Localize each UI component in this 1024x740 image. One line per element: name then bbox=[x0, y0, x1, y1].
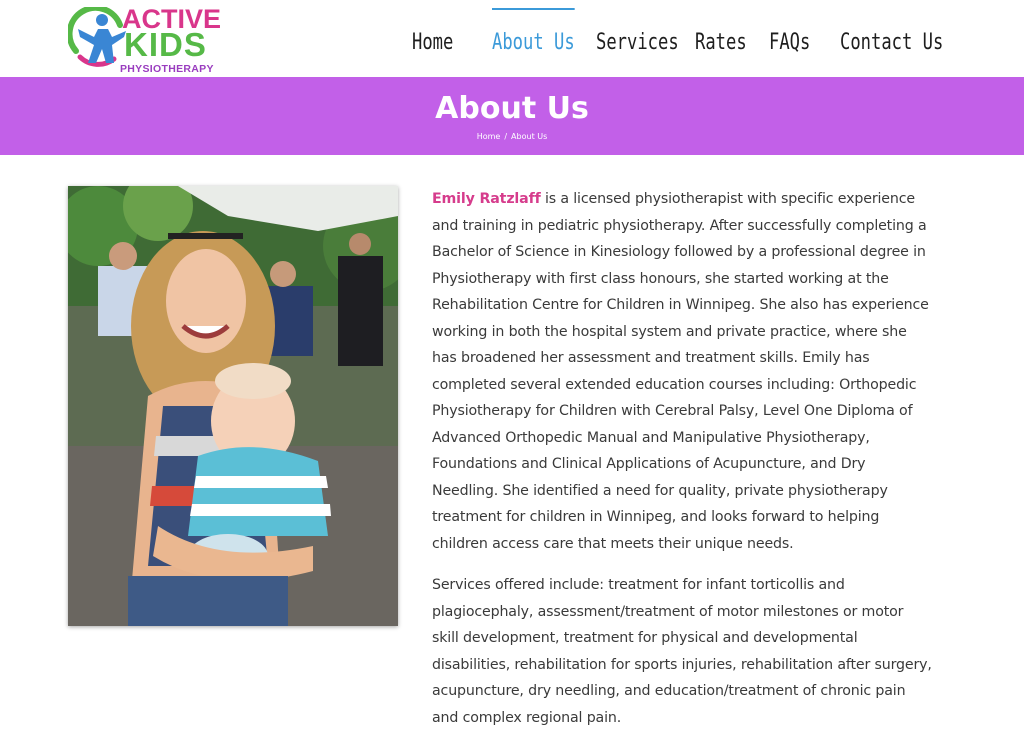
site-logo[interactable] bbox=[68, 5, 220, 75]
photo-illustration bbox=[68, 186, 398, 626]
about-paragraph-1-text: is a licensed physiotherapist with specific experience and training in pediatric physiotherapy. After successfully completing a Bachelor of Science in Kinesiology followed by a professional degree in Physiotherapy with first class honours, she started working at the Rehabilitation Centre for Children in Winnipeg. She also has experience working in both the hospital system and private practice, where she has broadened her assessment and treatment skills. Emily has completed several extended education courses including: Orthopedic Physiotherapy for Children with Cerebral Palsy, Level One Diploma of Advanced Orthopedic Manual and Manipulative Physiotherapy, Foundations and Clinical Applications of Acupuncture, and Dry Needling. She identified a need for quality, private physiotherapy treatment for children in Winnipeg, and looks forward to helping children access care that meets their unique needs. bbox=[432, 191, 929, 552]
logo-kid-icon bbox=[68, 7, 130, 69]
nav-rates[interactable]: Rates bbox=[695, 30, 747, 55]
site-header bbox=[0, 0, 1024, 77]
logo-text-active: ACTIVE bbox=[122, 4, 222, 34]
nav-home[interactable]: Home bbox=[412, 30, 454, 55]
therapist-name: Emily Ratzlaff bbox=[432, 191, 541, 207]
page-title-bar bbox=[0, 77, 1024, 155]
about-paragraph-1 bbox=[432, 186, 932, 557]
page-title: About Us bbox=[435, 91, 589, 126]
about-content bbox=[432, 186, 932, 731]
nav-faqs[interactable]: FAQs bbox=[769, 30, 811, 55]
logo-text-physiotherapy: PHYSIOTHERAPY bbox=[120, 63, 214, 75]
breadcrumb-current: About Us bbox=[511, 132, 548, 141]
breadcrumb-home-link[interactable]: Home bbox=[476, 132, 501, 141]
services-paragraph: Services offered include: treatment for infant torticollis and plagiocephaly, assessment/treatment of motor milestones or motor skill development, treatment for physical and developmental disabilities, rehabilitation for sports injuries, rehabilitation after surgery, acupuncture, dry needling, and education/treatment of chronic pain and complex regional pain. bbox=[432, 577, 932, 726]
logo-text-kids: KIDS bbox=[124, 26, 207, 63]
nav-contact-us[interactable]: Contact Us bbox=[840, 30, 944, 55]
nav-about-us[interactable]: About Us bbox=[492, 8, 575, 70]
profile-photo bbox=[68, 186, 398, 626]
nav-services[interactable]: Services bbox=[596, 30, 679, 55]
breadcrumb-separator: / bbox=[504, 132, 508, 141]
breadcrumb bbox=[0, 132, 1024, 142]
